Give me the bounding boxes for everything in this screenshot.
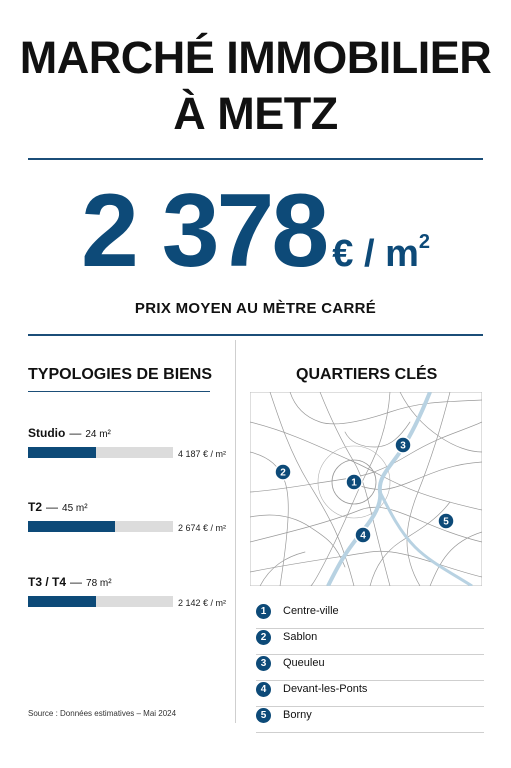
quartier-number-badge: 1 <box>256 604 271 619</box>
quartier-item <box>256 628 484 655</box>
map-pin-4-label: 4 <box>360 530 366 542</box>
typology-dash: — <box>70 575 83 589</box>
typology-item <box>28 426 228 486</box>
typology-price: 4 187 € / m² <box>178 449 227 459</box>
typology-surface: 24 m² <box>85 429 111 440</box>
map-pin-3 <box>395 437 411 453</box>
quartier-item <box>256 706 484 733</box>
source-note: Source : Données estimatives – Mai 2024 <box>28 709 177 718</box>
typology-name: Studio <box>28 426 66 440</box>
title-line-2: À METZ <box>173 88 338 139</box>
map-pin-4 <box>355 527 371 543</box>
quartiers-title: QUARTIERS CLÉS <box>296 366 438 383</box>
map-pin-3-label: 3 <box>400 440 406 452</box>
typology-dash: — <box>69 426 82 440</box>
quartier-name: Devant-les-Ponts <box>283 683 368 695</box>
quartier-number-badge: 4 <box>256 682 271 697</box>
column-divider <box>235 340 236 723</box>
typologies-title: TYPOLOGIES DE BIENS <box>28 366 213 383</box>
quartier-number-badge: 2 <box>256 630 271 645</box>
quartier-name: Queuleu <box>283 657 325 669</box>
typology-dash: — <box>46 500 59 514</box>
typology-bar-track <box>28 596 173 607</box>
typology-surface: 45 m² <box>62 503 88 514</box>
header-divider <box>28 158 483 160</box>
map-pin-1 <box>346 474 362 490</box>
typology-item <box>28 500 228 560</box>
map-pin-5-label: 5 <box>443 516 449 528</box>
typology-bar-track <box>28 521 173 532</box>
map-pin-1-label: 1 <box>351 477 357 489</box>
typology-bar-track <box>28 447 173 458</box>
typology-name: T2 <box>28 500 43 514</box>
typology-label <box>28 500 88 514</box>
quartier-name: Centre-ville <box>283 605 339 617</box>
price-area-unit: m <box>385 233 419 275</box>
page-title <box>0 30 511 142</box>
typology-bar-fill <box>28 596 96 607</box>
typology-label <box>28 426 111 440</box>
price-separator: / <box>363 233 375 275</box>
price-caption: PRIX MOYEN AU MÈTRE CARRÉ <box>134 300 377 317</box>
typology-price: 2 142 € / m² <box>178 598 227 608</box>
price-currency: € <box>332 233 354 275</box>
quartier-number-badge: 5 <box>256 708 271 723</box>
price-value: 2 378 <box>80 173 327 289</box>
quartier-item <box>256 602 484 629</box>
average-price <box>0 173 511 289</box>
map-pin-5 <box>438 513 454 529</box>
price-area-exponent: 2 <box>418 231 430 253</box>
typology-surface: 78 m² <box>86 578 112 589</box>
map-pin-2 <box>275 464 291 480</box>
quartier-item <box>256 680 484 707</box>
price-unit <box>332 233 430 275</box>
typology-bar-fill <box>28 447 96 458</box>
typology-label <box>28 575 112 589</box>
title-line-1: MARCHÉ IMMOBILIER <box>19 32 492 83</box>
quartier-name: Sablon <box>283 631 318 643</box>
price-divider <box>28 334 483 336</box>
map-graphic <box>250 392 482 586</box>
quartier-item <box>256 654 484 681</box>
typologies-title-underline <box>28 391 210 392</box>
quartier-name: Borny <box>283 709 312 721</box>
typology-name: T3 / T4 <box>28 575 67 589</box>
city-map <box>250 392 482 586</box>
typology-item <box>28 575 228 635</box>
quartier-number-badge: 3 <box>256 656 271 671</box>
map-pin-2-label: 2 <box>280 467 286 479</box>
typology-price: 2 674 € / m² <box>178 523 227 533</box>
typology-bar-fill <box>28 521 115 532</box>
